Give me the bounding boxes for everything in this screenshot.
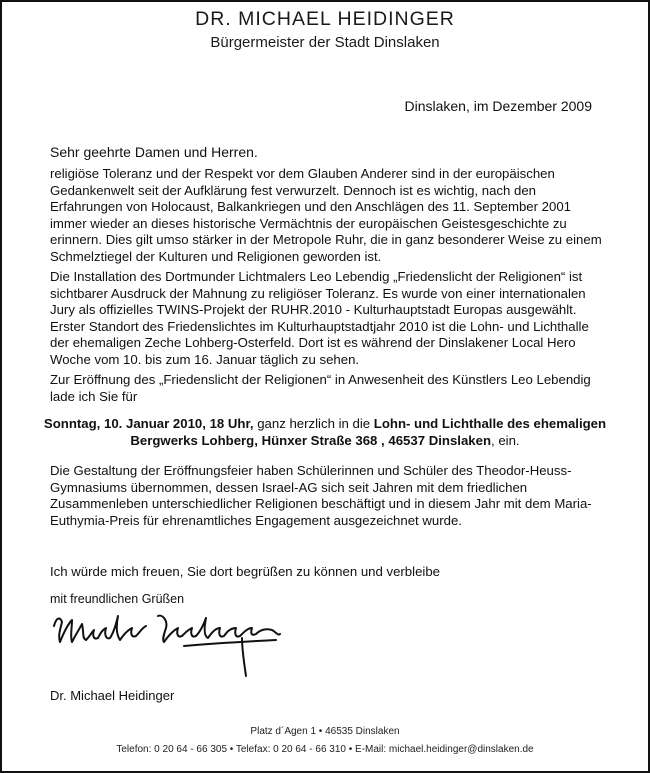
event-date-time: Sonntag, 10. Januar 2010, 18 Uhr, bbox=[43, 416, 254, 431]
event-details bbox=[32, 416, 618, 449]
paragraph-program: Die Gestaltung der Eröffnungsfeier haben Schülerinnen und Schüler des Theodor-Heuss-Gymnasiums übernommen, dessen Israel-AG sich seit Jahren mit dem friedlichen Zusammenleben unterschiedlicher Religionen beschäftigt und in diesem Jahr mit dem Maria-Euthymia-Preis für ehrenamtliches Engagement ausgezeichnet wurde. bbox=[50, 463, 592, 528]
salutation: Sehr geehrte Damen und Herren. bbox=[50, 144, 258, 160]
letterhead-name: DR. MICHAEL HEIDINGER bbox=[195, 8, 455, 30]
footer-contact: Telefon: 0 20 64 - 66 305 • Telefax: 0 20 64 - 66 310 • E-Mail: michael.heidinger@dinslaken.de bbox=[116, 744, 534, 755]
date-line: Dinslaken, im Dezember 2009 bbox=[404, 98, 592, 114]
event-end: , ein. bbox=[491, 432, 520, 448]
event-venue: Lohn- und Lichthalle des ehemaligen Bergwerks Lohberg, Hünxer Straße 368 , 46537 Dinslaken bbox=[130, 416, 607, 448]
handwritten-signature bbox=[46, 602, 316, 680]
footer-address: Platz d´Agen 1 • 46535 Dinslaken bbox=[250, 726, 400, 737]
greeting: mit freundlichen Grüßen bbox=[50, 592, 185, 606]
signer-name: Dr. Michael Heidinger bbox=[50, 688, 175, 703]
paragraph-installation: Die Installation des Dortmunder Lichtmalers Leo Lebendig „Friedenslicht der Religionen“ ist sichtbarer Ausdruck der Mahnung zu religiöser Toleranz. Es wurde von einer internationalen Jury als offizielles TWINS-Projekt der RUHR.2010 - Kulturhauptstadt Europas ausgewählt. Erster Standort des Friedenslichtes im Kulturhauptstadtjahr 2010 ist die Lohn- und Lichthalle der ehemaligen Zeche Lohberg-Osterfeld. Dort ist es während der Dinslakener Local Hero Woche vom 10. bis zum 16. Januar täglich zu sehen. bbox=[50, 269, 589, 367]
letterhead-title: Bürgermeister der Stadt Dinslaken bbox=[210, 34, 440, 51]
event-invite: ganz herzlich in die bbox=[253, 416, 374, 431]
paragraph-invitation: Zur Eröffnung des „Friedenslicht der Religionen“ in Anwesenheit des Künstlers Leo Lebendig lade ich Sie für bbox=[50, 372, 591, 404]
closing-line: Ich würde mich freuen, Sie dort begrüßen zu können und verbleibe bbox=[50, 564, 440, 579]
paragraph-tolerance: religiöse Toleranz und der Respekt vor dem Glauben Anderer sind in der europäischen Gedankenwelt seit der Aufklärung fest verwurzelt. Dennoch ist es wichtig, nach den Erfahrungen von Holocaust, Balkankriegen und den Anschlägen des 11. September 2001 immer wieder an dieses historische Vermächtnis der europäischen Geistesgeschichte zu erinnern. Dies gilt umso stärker in der Metropole Ruhr, die in ganz besonderer Weise zu einem Schmelztiegel der Kulturen und Religionen geworden ist. bbox=[50, 166, 602, 264]
